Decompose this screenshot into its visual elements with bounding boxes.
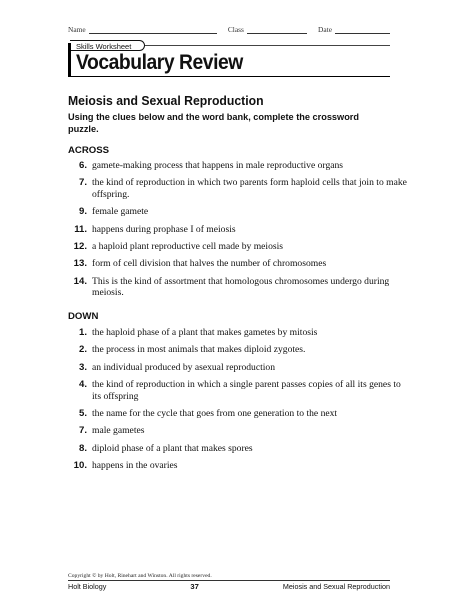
- clue-number: 12.: [73, 240, 87, 252]
- across-clue: [68, 177, 408, 201]
- down-clue: [68, 327, 408, 339]
- down-clue: [68, 379, 408, 403]
- clue-number: 3.: [78, 361, 87, 373]
- across-clue-list: [68, 160, 408, 305]
- clue-text: the name for the cycle that goes from one generation to the next: [92, 407, 338, 419]
- title-top-rule: [145, 45, 390, 46]
- book-title: Holt Biology: [68, 582, 107, 591]
- class-blank[interactable]: [247, 26, 307, 34]
- down-clue: [68, 425, 408, 437]
- name-blank[interactable]: [89, 26, 217, 34]
- footer-rule: [68, 580, 390, 581]
- clue-text: the process in most animals that makes diploid zygotes.: [92, 344, 306, 356]
- clue-text: male gametes: [92, 425, 145, 437]
- down-clue: [68, 408, 408, 420]
- clue-number: 2.: [78, 344, 87, 356]
- across-clue: [68, 206, 408, 218]
- clue-text: an individual produced by asexual reproduction: [92, 361, 276, 373]
- date-label: Date: [318, 25, 332, 34]
- class-field[interactable]: [228, 25, 307, 34]
- across-heading: ACROSS: [68, 145, 110, 156]
- across-clue: [68, 224, 408, 236]
- page-title: Vocabulary Review: [76, 51, 243, 74]
- page-footer: [68, 582, 390, 591]
- clue-text: the kind of reproduction in which a single parent passes copies of all its genes to its offspring: [92, 378, 401, 402]
- clue-text: form of cell division that halves the number of chromosomes: [92, 258, 327, 270]
- across-clue: [68, 241, 408, 253]
- instructions: Using the clues below and the word bank, complete the crossword puzzle.: [68, 112, 359, 134]
- clue-number: 1.: [78, 327, 87, 338]
- copyright: Copyright © by Holt, Rinehart and Winston. All rights reserved.: [68, 573, 212, 579]
- across-clue: [68, 276, 408, 300]
- clue-text: gamete-making process that happens in male reproductive organs: [92, 160, 344, 171]
- student-info-line: [68, 25, 390, 34]
- clue-number: 9.: [78, 206, 87, 218]
- clue-text: diploid phase of a plant that makes spores: [92, 442, 253, 454]
- date-blank[interactable]: [335, 26, 390, 34]
- clue-text: female gamete: [92, 206, 149, 218]
- clue-number: 11.: [74, 223, 87, 235]
- down-clue-list: [68, 327, 408, 477]
- clue-text: This is the kind of assortment that homologous chromosomes undergo during meiosis.: [92, 275, 390, 299]
- down-heading: DOWN: [68, 311, 99, 322]
- name-label: Name: [68, 25, 86, 34]
- across-clue: [68, 160, 408, 172]
- name-field[interactable]: [68, 25, 217, 34]
- clue-number: 8.: [78, 442, 87, 454]
- title-rule: [68, 76, 390, 77]
- skills-worksheet-tab: Skills Worksheet: [70, 40, 145, 51]
- clue-number: 6.: [78, 160, 87, 171]
- down-clue: [68, 460, 408, 472]
- clue-number: 4.: [78, 378, 87, 390]
- clue-text: happens during prophase I of meiosis: [92, 223, 236, 235]
- class-label: Class: [227, 25, 244, 34]
- clue-text: the haploid phase of a plant that makes gametes by mitosis: [92, 327, 318, 338]
- date-field[interactable]: [318, 25, 390, 34]
- clue-number: 10.: [73, 459, 87, 471]
- clue-number: 5.: [78, 407, 87, 419]
- clue-number: 7.: [78, 425, 87, 437]
- section-title: Meiosis and Sexual Reproduction: [68, 93, 264, 108]
- chapter-title: Meiosis and Sexual Reproduction: [282, 582, 390, 591]
- across-clue: [68, 258, 408, 270]
- clue-text: a haploid plant reproductive cell made by meiosis: [92, 240, 284, 252]
- down-clue: [68, 362, 408, 374]
- page-number: 37: [190, 582, 199, 591]
- down-clue: [68, 443, 408, 455]
- clue-text: the kind of reproduction in which two parents form haploid cells that join to make offspring.: [92, 177, 407, 201]
- clue-number: 7.: [78, 177, 87, 189]
- clue-text: happens in the ovaries: [92, 459, 178, 471]
- title-accent-bar: [68, 43, 71, 77]
- down-clue: [68, 344, 408, 356]
- clue-number: 13.: [73, 258, 87, 270]
- clue-number: 14.: [73, 275, 87, 287]
